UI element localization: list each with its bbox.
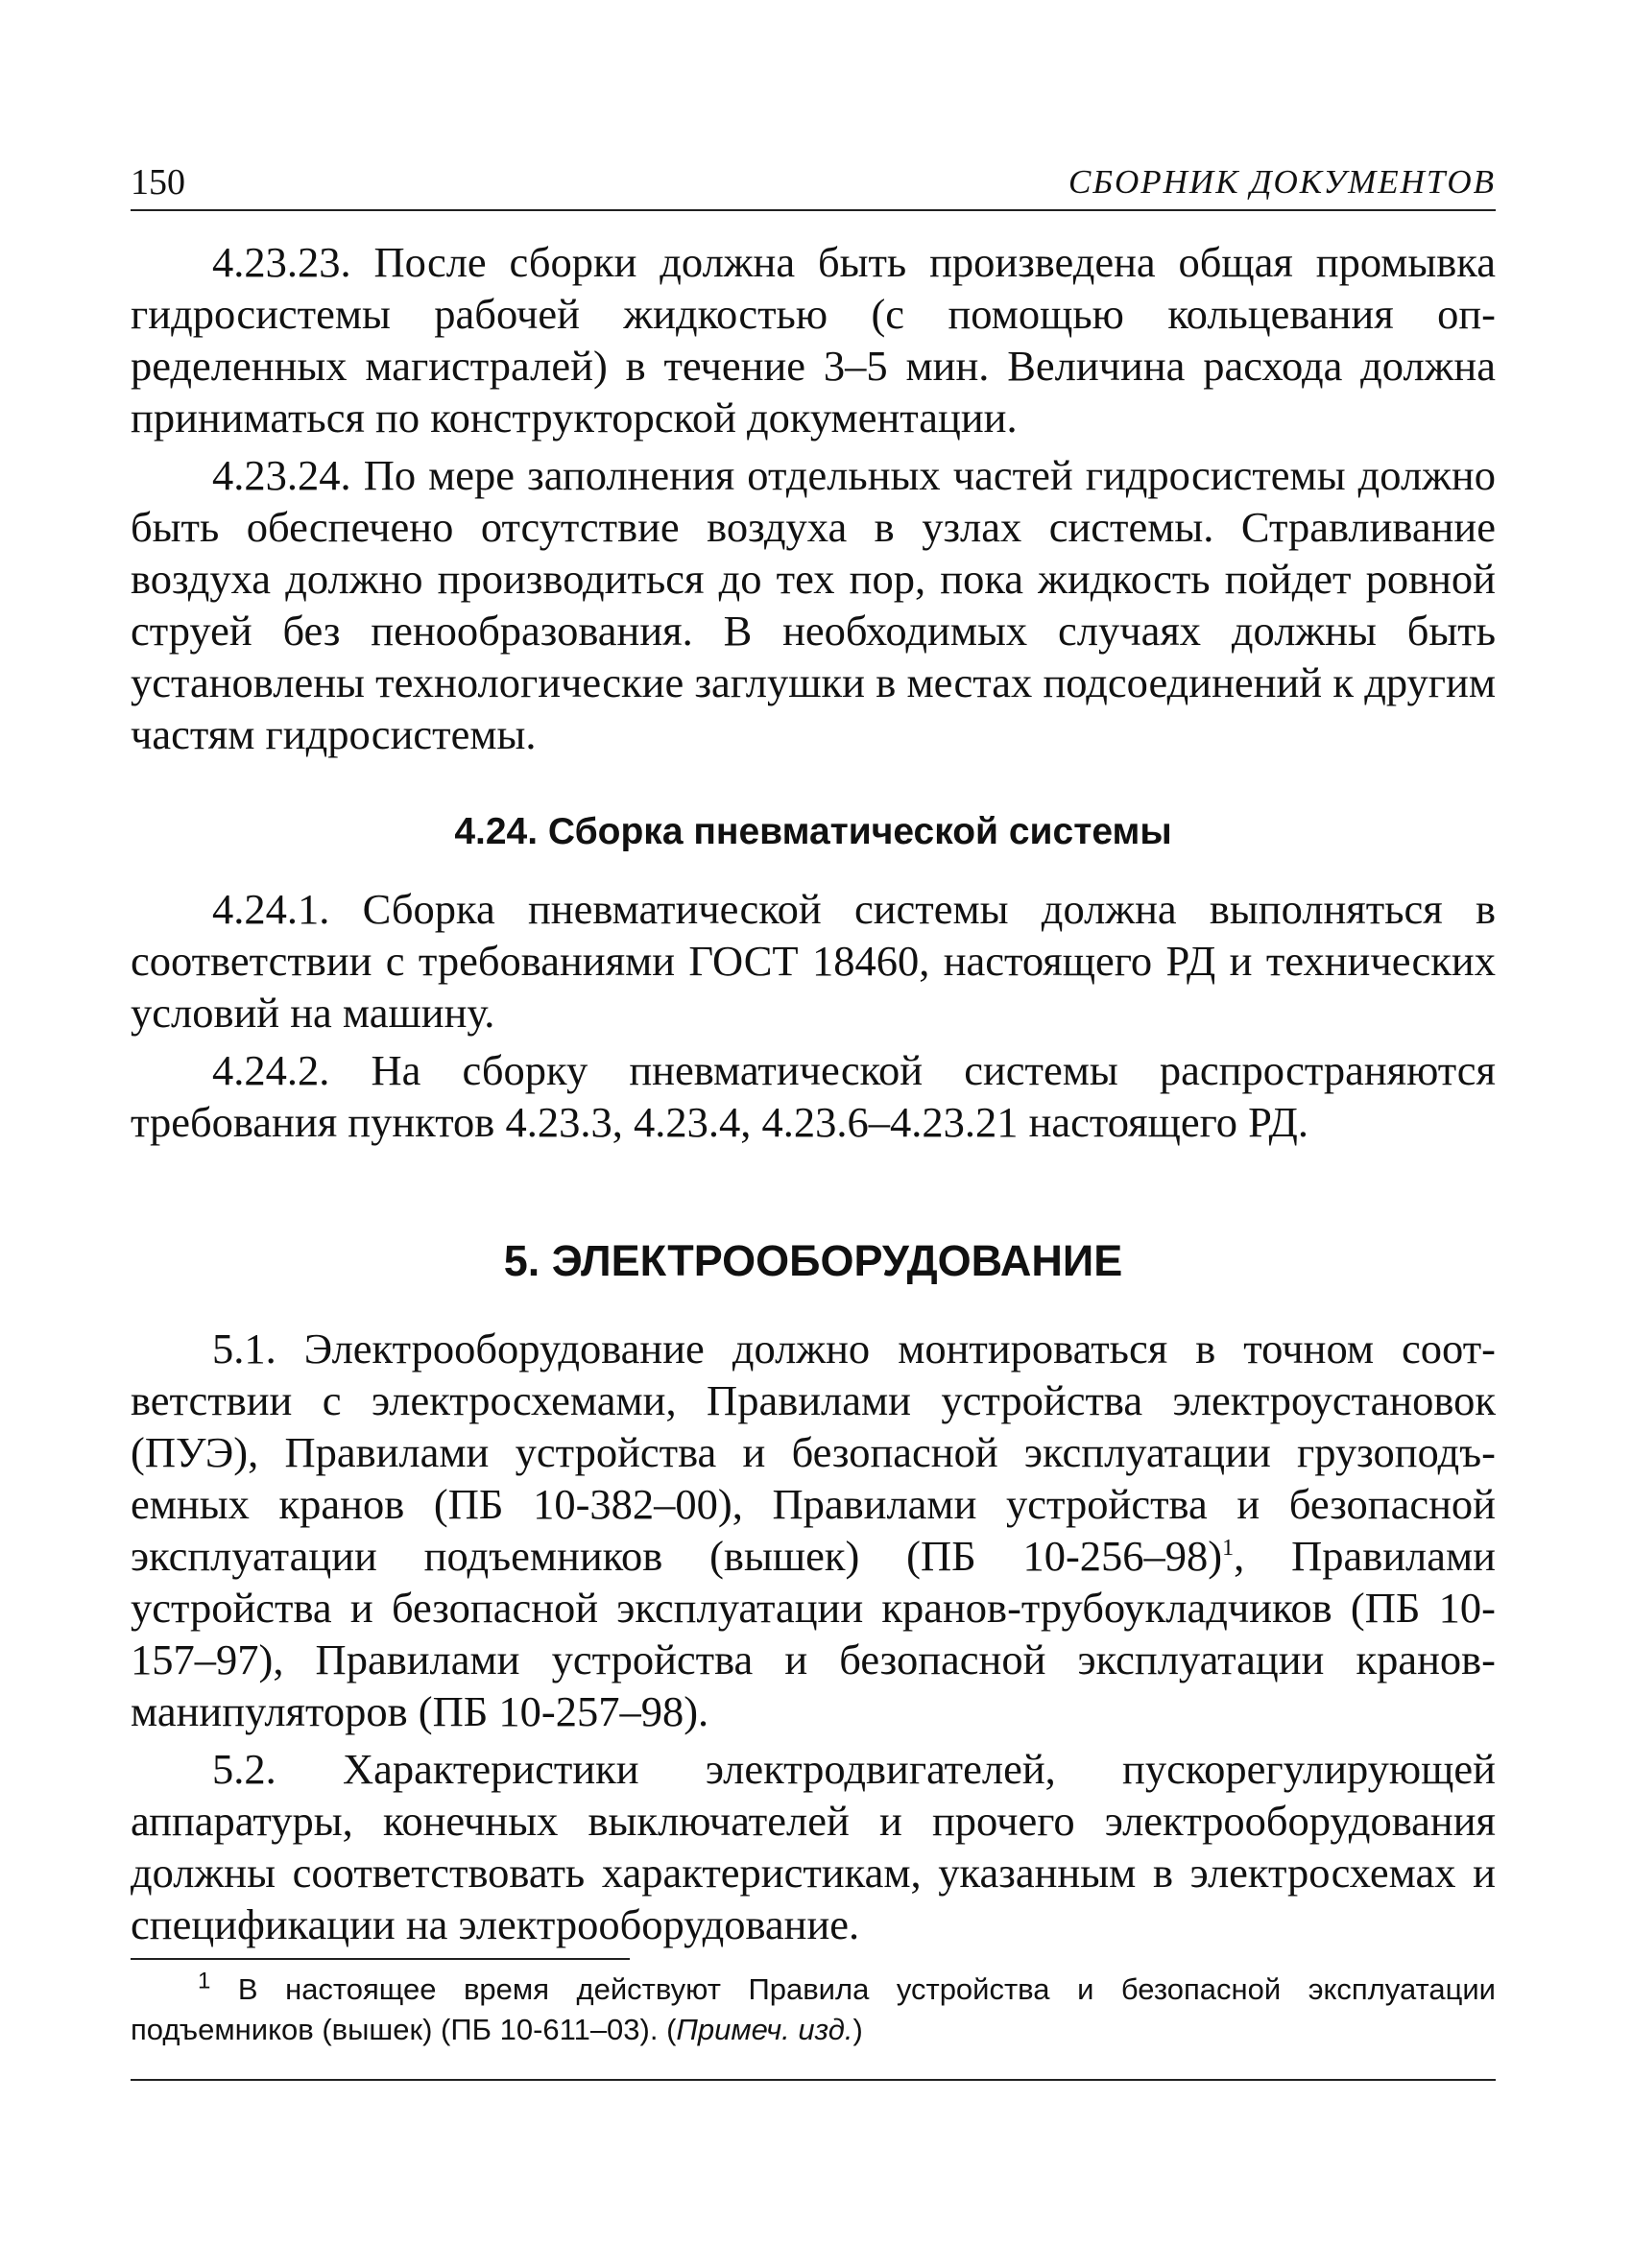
section-heading: 5. ЭЛЕКТРООБОРУДОВАНИЕ [503, 1236, 1123, 1285]
footnote [131, 1970, 1496, 2050]
page-header [131, 161, 1496, 211]
footnote-divider [131, 1958, 630, 1960]
subsection-heading: 4.24. Сборка пневматической системы [454, 811, 1172, 852]
paragraph-4-23-23: 4.23.23. После сборки должна быть произведена общая промывка гидросистемы рабочей жидкостью (с помощью кольцевания определенных магистралей) в течение 3–5 мин. Величина расхода должна приниматься по конструкторской документации. [131, 238, 1496, 442]
running-title: СБОРНИК ДОКУМЕНТОВ [1068, 163, 1496, 201]
paragraph-5-1-text-b: , Правилами устройства и безопасной эксплуатации кранов-трубоукладчиков (ПБ 10-157–97), Правилами устройства и безопасной эксплуатации кранов-манипуляторов (ПБ 10-257–98). [131, 1532, 1496, 1735]
footnote-text: В настоящее время действуют Правила устройства и безопасной эксплуатации подъемников (вышек) (ПБ 10-611–03). ( [131, 1972, 1496, 2046]
footnote-ref: 1 [1222, 1536, 1235, 1562]
footnote-marker: 1 [198, 1968, 211, 1994]
paragraph-4-24-2: 4.24.2. На сборку пневматической системы распространяются требования пунктов 4.23.3, 4.23.4, 4.23.6–4.23.21 настоящего РД. [131, 1046, 1496, 1146]
paragraph-4-24-1: 4.24.1. Сборка пневматической системы должна выполняться в соответствии с требованиями ГОСТ 18460, настоящего РД и технических условий на машину. [131, 885, 1496, 1037]
paragraph-5-1-text-a: 5.1. Электрооборудование должно монтироваться в точном соответствии с электросхемами, Правилами устройства электроустановок (ПУЭ), Правилами устройства и безопасной эксплуатации грузоподъемных кранов (ПБ 10-382–00), Правилами устройства и безопасной эксплуатации подъемников (вышек) (ПБ 10-256–98) [131, 1325, 1496, 1580]
paragraph-4-23-24: 4.23.24. По мере заполнения отдельных частей гидросистемы должно быть обеспечено отсутствие воздуха в узлах системы. Стравливание воздуха должно производиться до тех пор, пока жидкость пойдет ровной струей без пенообразования. В необходимых случаях должны быть установлены технологические заглушки в местах подсоединений к другим частям гидросистемы. [131, 451, 1496, 758]
bottom-divider [131, 2079, 1496, 2081]
paragraph-5-2: 5.2. Характеристики электродвигателей, пускорегулирующей аппаратуры, конечных выключателей и прочего электрооборудования должны соответствовать характеристикам, указанным в электросхемах и спецификации на электрооборудование. [131, 1745, 1496, 1948]
page-number: 150 [131, 162, 185, 203]
document-page [131, 161, 1496, 2081]
footnote-editor-note: Примеч. изд. [676, 2013, 853, 2046]
paragraph-5-1 [131, 1323, 1496, 1737]
body-text [131, 236, 1496, 1950]
footnote-close: ) [852, 2013, 863, 2046]
